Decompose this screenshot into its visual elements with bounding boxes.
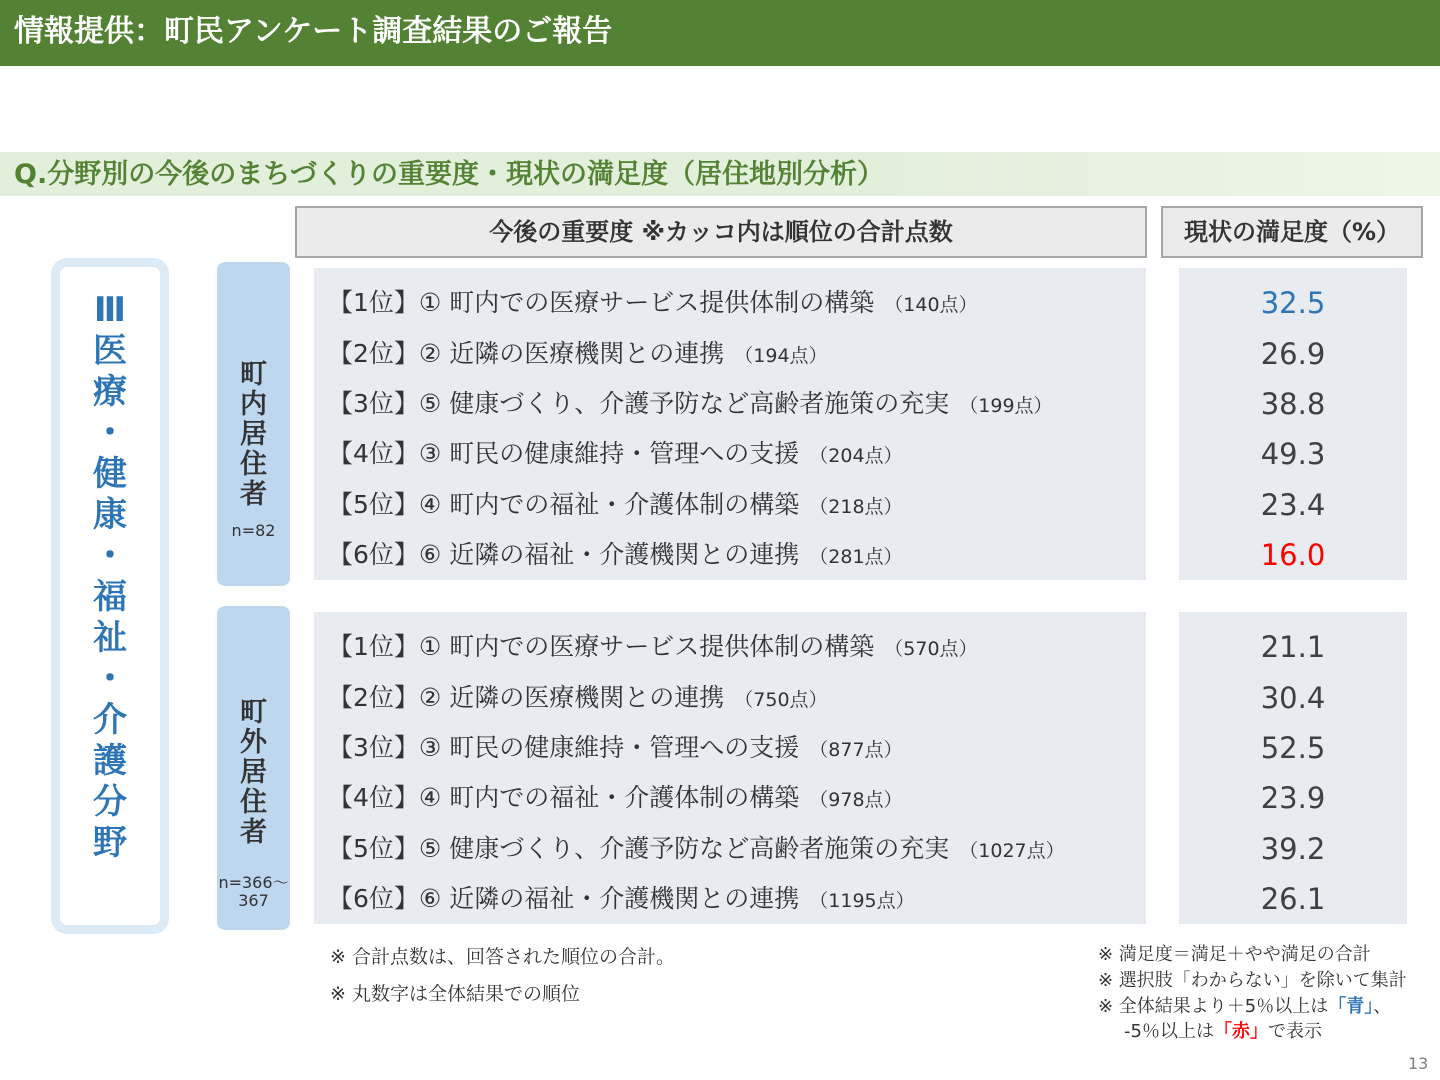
satisfaction-panel-resident	[1179, 268, 1407, 580]
satisfaction-column-header: 現状の満足度（%）	[1161, 206, 1423, 258]
satisfaction-value: 30.4	[1260, 681, 1326, 715]
points-text: （1195点）	[809, 890, 915, 912]
note-satisfaction-definition: ※ 満足度＝満足＋やや満足の合計	[1098, 944, 1371, 965]
satisfaction-value: 23.4	[1260, 488, 1326, 522]
table-row	[328, 874, 915, 924]
note-circled-numbers: ※ 丸数字は全体結果での順位	[330, 983, 580, 1005]
satisfaction-value: 52.5	[1260, 731, 1326, 765]
question-heading: Q.分野別の今後のまちづくりの重要度・現状の満足度（居住地別分析）	[14, 159, 884, 190]
points-text: （204点）	[809, 445, 903, 467]
points-text: （140点）	[884, 294, 978, 316]
points-text: （218点）	[809, 496, 903, 518]
table-row	[328, 622, 978, 672]
table-row	[328, 824, 1065, 874]
note-color-rule-red	[1124, 1019, 1322, 1044]
points-text: （750点）	[734, 689, 828, 711]
category-label: Ⅲ 医 療 ・ 健 康 ・ 福 祉 ・ 介 護 分 野	[93, 290, 127, 863]
rank-text: 【4位】④ 町内での福祉・介護体制の構築	[328, 783, 800, 812]
table-row	[328, 429, 903, 479]
satisfaction-value: 23.9	[1260, 781, 1326, 815]
importance-panel-nonresident	[314, 612, 1146, 924]
table-row	[328, 773, 903, 823]
satisfaction-value: 21.1	[1260, 630, 1326, 664]
rank-text: 【5位】④ 町内での福祉・介護体制の構築	[328, 490, 800, 519]
note-text: ※ 全体結果より＋5％以上は	[1098, 996, 1329, 1017]
points-text: （1027点）	[959, 840, 1065, 862]
satisfaction-value: 26.1	[1260, 882, 1326, 916]
points-text: （570点）	[884, 638, 978, 660]
rank-text: 【5位】⑤ 健康づくり、介護予防など高齢者施策の充実	[328, 834, 950, 863]
table-row	[328, 329, 828, 379]
importance-panel-resident	[314, 268, 1146, 580]
rank-text: 【2位】② 近隣の医療機関との連携	[328, 339, 725, 368]
page-title: 情報提供：町民アンケート調査結果のご報告	[14, 14, 613, 49]
points-text: （194点）	[734, 345, 828, 367]
satisfaction-panel-nonresident	[1179, 612, 1407, 924]
highlight-blue: 「青」	[1328, 996, 1374, 1017]
rank-text: 【4位】③ 町民の健康維持・管理への支援	[328, 439, 800, 468]
rank-text: 【2位】② 近隣の医療機関との連携	[328, 683, 725, 712]
group-label-resident: 町 内 居 住 者	[240, 359, 267, 510]
importance-column-header: 今後の重要度 ※カッコ内は順位の合計点数	[295, 206, 1147, 258]
satisfaction-value: 26.9	[1260, 337, 1326, 371]
rank-text: 【6位】⑥ 近隣の福祉・介護機関との連携	[328, 540, 800, 569]
points-text: （877点）	[809, 739, 903, 761]
rank-text: 【1位】① 町内での医療サービス提供体制の構築	[328, 288, 875, 317]
points-text: （978点）	[809, 789, 903, 811]
table-row	[328, 379, 1053, 429]
group-n-nonresident: n=366～ 367	[218, 873, 289, 910]
note-text: -5％以上は	[1124, 1021, 1214, 1042]
note-excluding-unknown: ※ 選択肢「わからない」を除いて集計	[1098, 970, 1407, 991]
group-label-nonresident: 町 外 居 住 者	[240, 697, 267, 848]
points-text: （281点）	[809, 546, 903, 568]
satisfaction-value: 38.8	[1260, 387, 1326, 421]
note-text: 、	[1373, 996, 1392, 1017]
table-row	[328, 723, 903, 773]
satisfaction-value: 39.2	[1260, 832, 1326, 866]
highlight-red: 「赤」	[1213, 1021, 1268, 1042]
rank-text: 【1位】① 町内での医療サービス提供体制の構築	[328, 632, 875, 661]
rank-text: 【3位】③ 町民の健康維持・管理への支援	[328, 733, 800, 762]
table-row	[328, 673, 828, 723]
rank-text: 【3位】⑤ 健康づくり、介護予防など高齢者施策の充実	[328, 389, 950, 418]
note-total-points: ※ 合計点数は、回答された順位の合計。	[330, 946, 675, 968]
points-text: （199点）	[959, 395, 1053, 417]
satisfaction-value: 49.3	[1260, 437, 1326, 471]
table-row	[328, 530, 903, 580]
satisfaction-value: 32.5	[1260, 286, 1326, 320]
table-row	[328, 278, 978, 328]
table-row	[328, 480, 903, 530]
note-color-rule-blue	[1098, 994, 1391, 1019]
note-text: で表示	[1267, 1021, 1322, 1042]
satisfaction-value: 16.0	[1260, 538, 1326, 572]
page-number: 13	[1408, 1054, 1429, 1073]
group-n-resident: n=82	[231, 521, 276, 540]
rank-text: 【6位】⑥ 近隣の福祉・介護機関との連携	[328, 884, 800, 913]
